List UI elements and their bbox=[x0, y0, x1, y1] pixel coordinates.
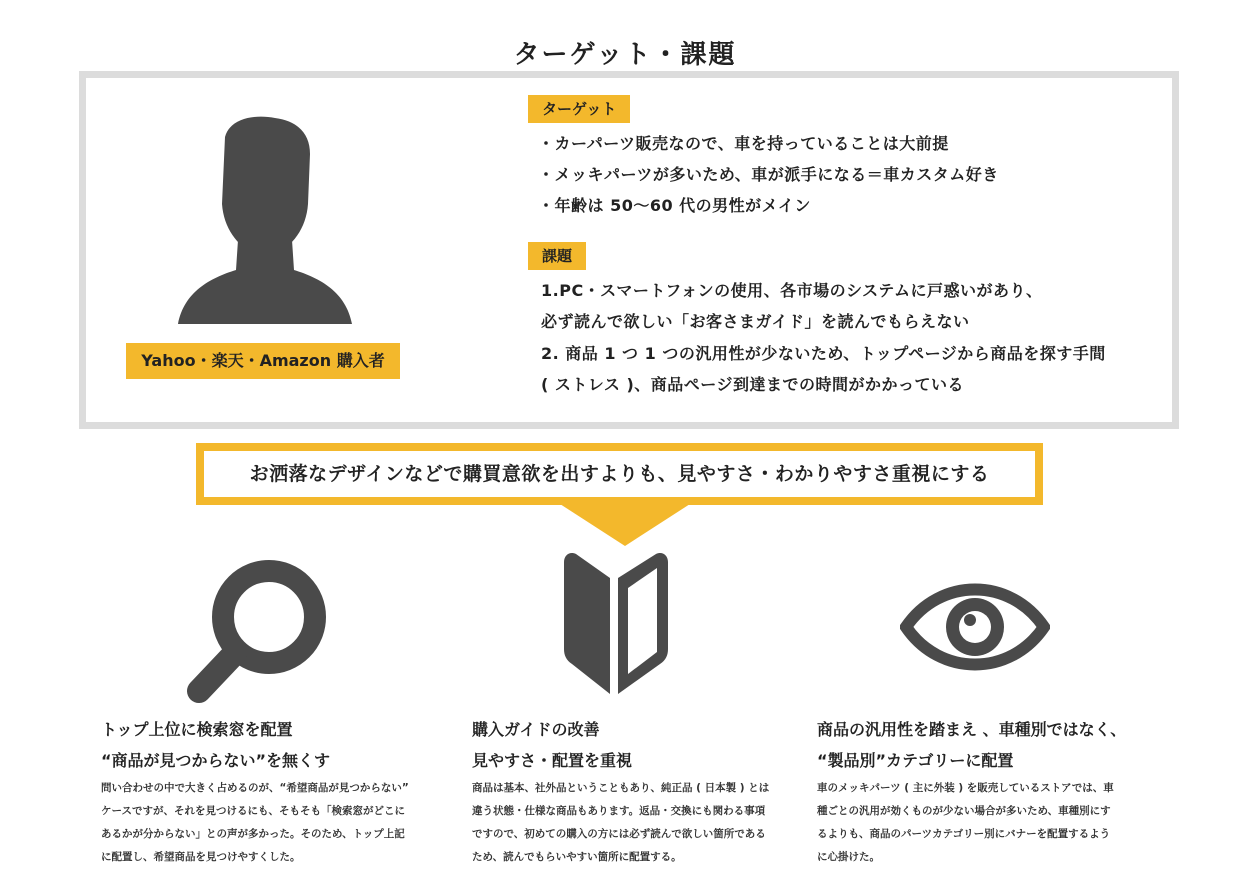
col2-title-line1: 購入ガイドの改善 bbox=[472, 720, 600, 739]
body-line: あるかが分からない」との声が多かった。そのため、トップ上記 bbox=[101, 828, 405, 840]
target-item: ・メッキパーツが多いため、車が派手になる＝車カスタム好き bbox=[538, 165, 999, 184]
body-line: ですので、初めての購入の方には必ず読んで欲しい箇所である bbox=[472, 828, 766, 840]
body-line: 種ごとの汎用が効くものが少ない場合が多いため、車種別にす bbox=[817, 805, 1111, 817]
col3-body bbox=[817, 777, 1114, 869]
search-icon bbox=[185, 555, 330, 710]
target-heading: ターゲット bbox=[528, 95, 630, 123]
page-title: ターゲット・課題 bbox=[513, 40, 737, 70]
col3-title-line2: “製品別”カテゴリーに配置 bbox=[817, 751, 1014, 770]
issue-line: 2. 商品 1 つ 1 つの汎用性が少ないため、トップページから商品を探す手間 bbox=[541, 344, 1106, 363]
col2-title-line2: 見やすさ・配置を重視 bbox=[472, 751, 633, 770]
target-item: ・年齢は 50〜60 代の男性がメイン bbox=[538, 196, 811, 215]
issue-line: 1.PC・スマートフォンの使用、各市場のシステムに戸惑いがあり、 bbox=[541, 281, 1043, 300]
issue-line: 必ず読んで欲しい「お客さまガイド」を読んでもらえない bbox=[541, 312, 970, 331]
beginner-mark-icon bbox=[560, 552, 672, 698]
user-silhouette-icon bbox=[170, 112, 360, 327]
banner-pointer-arrow bbox=[560, 504, 690, 546]
issues-heading: 課題 bbox=[528, 242, 586, 270]
col1-body bbox=[101, 777, 409, 869]
eye-icon bbox=[900, 572, 1050, 682]
body-line: 車のメッキパーツ ( 主に外装 ) を販売しているストアでは、車 bbox=[817, 782, 1114, 794]
body-line: ケースですが、それを見つけるにも、そもそも「検索窓がどこに bbox=[101, 805, 405, 817]
body-line: 違う状態・仕様な商品もあります。返品・交換にも関わる事項 bbox=[472, 805, 766, 817]
body-line: 商品は基本、社外品ということもあり、純正品 ( 日本製 ) とは bbox=[472, 782, 770, 794]
col2-body bbox=[472, 777, 769, 869]
body-line: るよりも、商品のパーツカテゴリー別にバナーを配置するよう bbox=[817, 828, 1111, 840]
body-line: ため、読んでもらいやすい箇所に配置する。 bbox=[472, 851, 682, 863]
col3-title-line1: 商品の汎用性を踏まえ 、車種別ではなく、 bbox=[817, 720, 1127, 739]
conclusion-banner: お洒落なデザインなどで購買意欲を出すよりも、見やすさ・わかりやすさ重視にする bbox=[196, 443, 1043, 505]
body-line: に配置し、希望商品を見つけやすくした。 bbox=[101, 851, 301, 863]
body-line: 問い合わせの中で大きく占めるのが、“希望商品が見つからない” bbox=[101, 782, 409, 794]
target-item: ・カーパーツ販売なので、車を持っていることは大前提 bbox=[538, 134, 949, 153]
col1-title-line2: “商品が見つからない”を無くす bbox=[101, 751, 331, 770]
col1-title-line1: トップ上位に検索窓を配置 bbox=[101, 720, 293, 739]
body-line: に心掛けた。 bbox=[817, 851, 880, 863]
persona-label: Yahoo・楽天・Amazon 購入者 bbox=[126, 343, 400, 379]
issue-line: ( ストレス )、商品ページ到達までの時間がかかっている bbox=[541, 375, 964, 394]
